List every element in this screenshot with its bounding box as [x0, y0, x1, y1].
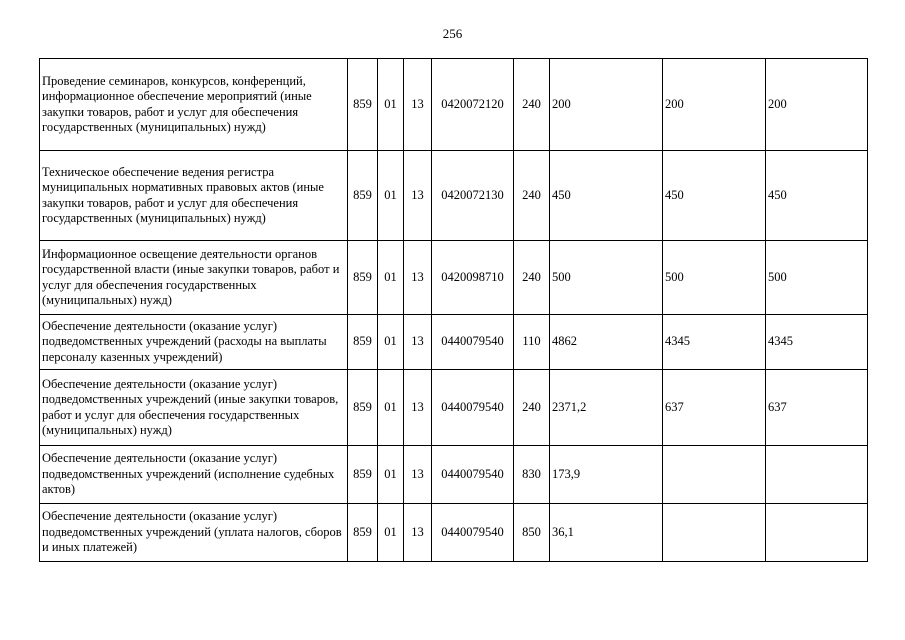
amount-year-2: 637: [663, 370, 766, 446]
target-code: 0420072130: [432, 151, 514, 241]
target-code: 0440079540: [432, 370, 514, 446]
expense-type-code: 240: [514, 370, 550, 446]
row-description: Обеспечение деятельности (оказание услуг) подведомственных учреждений (исполнение судебных актов): [40, 446, 348, 504]
ministry-code: 859: [348, 370, 378, 446]
table-row: [40, 504, 868, 562]
amount-year-1: 4862: [550, 315, 663, 370]
amount-year-3: 4345: [766, 315, 868, 370]
section-code: 01: [378, 241, 404, 315]
ministry-code: 859: [348, 315, 378, 370]
amount-year-1: 2371,2: [550, 370, 663, 446]
target-code: 0440079540: [432, 504, 514, 562]
target-code: 0420098710: [432, 241, 514, 315]
expense-type-code: 240: [514, 59, 550, 151]
table-row: [40, 315, 868, 370]
table-row: [40, 59, 868, 151]
target-code: 0420072120: [432, 59, 514, 151]
amount-year-3: 637: [766, 370, 868, 446]
amount-year-1: 500: [550, 241, 663, 315]
page-number: 256: [442, 26, 463, 41]
subsection-code: 13: [404, 151, 432, 241]
amount-year-3: [766, 446, 868, 504]
amount-year-1: 36,1: [550, 504, 663, 562]
table-row: [40, 446, 868, 504]
row-description: Обеспечение деятельности (оказание услуг) подведомственных учреждений (расходы на выплаты персоналу казенных учреждений): [40, 315, 348, 370]
table-row: [40, 370, 868, 446]
amount-year-3: 500: [766, 241, 868, 315]
expense-type-code: 240: [514, 241, 550, 315]
table-row: [40, 241, 868, 315]
section-code: 01: [378, 315, 404, 370]
amount-year-1: 173,9: [550, 446, 663, 504]
target-code: 0440079540: [432, 446, 514, 504]
expense-type-code: 110: [514, 315, 550, 370]
amount-year-3: 200: [766, 59, 868, 151]
subsection-code: 13: [404, 504, 432, 562]
row-description: Обеспечение деятельности (оказание услуг) подведомственных учреждений (иные закупки товаров, работ и услуг для обеспечения государственных (муниципальных) нужд): [40, 370, 348, 446]
expense-type-code: 850: [514, 504, 550, 562]
ministry-code: 859: [348, 504, 378, 562]
amount-year-1: 200: [550, 59, 663, 151]
ministry-code: 859: [348, 151, 378, 241]
expense-type-code: 830: [514, 446, 550, 504]
row-description: Проведение семинаров, конкурсов, конференций, информационное обеспечение мероприятий (иные закупки товаров, работ и услуг для обеспечения государственных (муниципальных) нужд): [40, 59, 348, 151]
amount-year-2: 500: [663, 241, 766, 315]
expense-type-code: 240: [514, 151, 550, 241]
subsection-code: 13: [404, 59, 432, 151]
ministry-code: 859: [348, 446, 378, 504]
ministry-code: 859: [348, 241, 378, 315]
section-code: 01: [378, 504, 404, 562]
row-description: Техническое обеспечение ведения регистра муниципальных нормативных правовых актов (иные закупки товаров, работ и услуг для обеспечения государственных (муниципальных) нужд): [40, 151, 348, 241]
amount-year-2: [663, 504, 766, 562]
target-code: 0440079540: [432, 315, 514, 370]
amount-year-2: 200: [663, 59, 766, 151]
amount-year-3: [766, 504, 868, 562]
table-row: [40, 151, 868, 241]
subsection-code: 13: [404, 370, 432, 446]
section-code: 01: [378, 151, 404, 241]
ministry-code: 859: [348, 59, 378, 151]
amount-year-1: 450: [550, 151, 663, 241]
section-code: 01: [378, 446, 404, 504]
subsection-code: 13: [404, 241, 432, 315]
row-description: Обеспечение деятельности (оказание услуг) подведомственных учреждений (уплата налогов, сборов и иных платежей): [40, 504, 348, 562]
row-description: Информационное освещение деятельности органов государственной власти (иные закупки товаров, работ и услуг для обеспечения государственных (муниципальных) нужд): [40, 241, 348, 315]
section-code: 01: [378, 59, 404, 151]
amount-year-2: 4345: [663, 315, 766, 370]
budget-table: [39, 58, 868, 562]
subsection-code: 13: [404, 315, 432, 370]
section-code: 01: [378, 370, 404, 446]
subsection-code: 13: [404, 446, 432, 504]
amount-year-3: 450: [766, 151, 868, 241]
amount-year-2: [663, 446, 766, 504]
amount-year-2: 450: [663, 151, 766, 241]
